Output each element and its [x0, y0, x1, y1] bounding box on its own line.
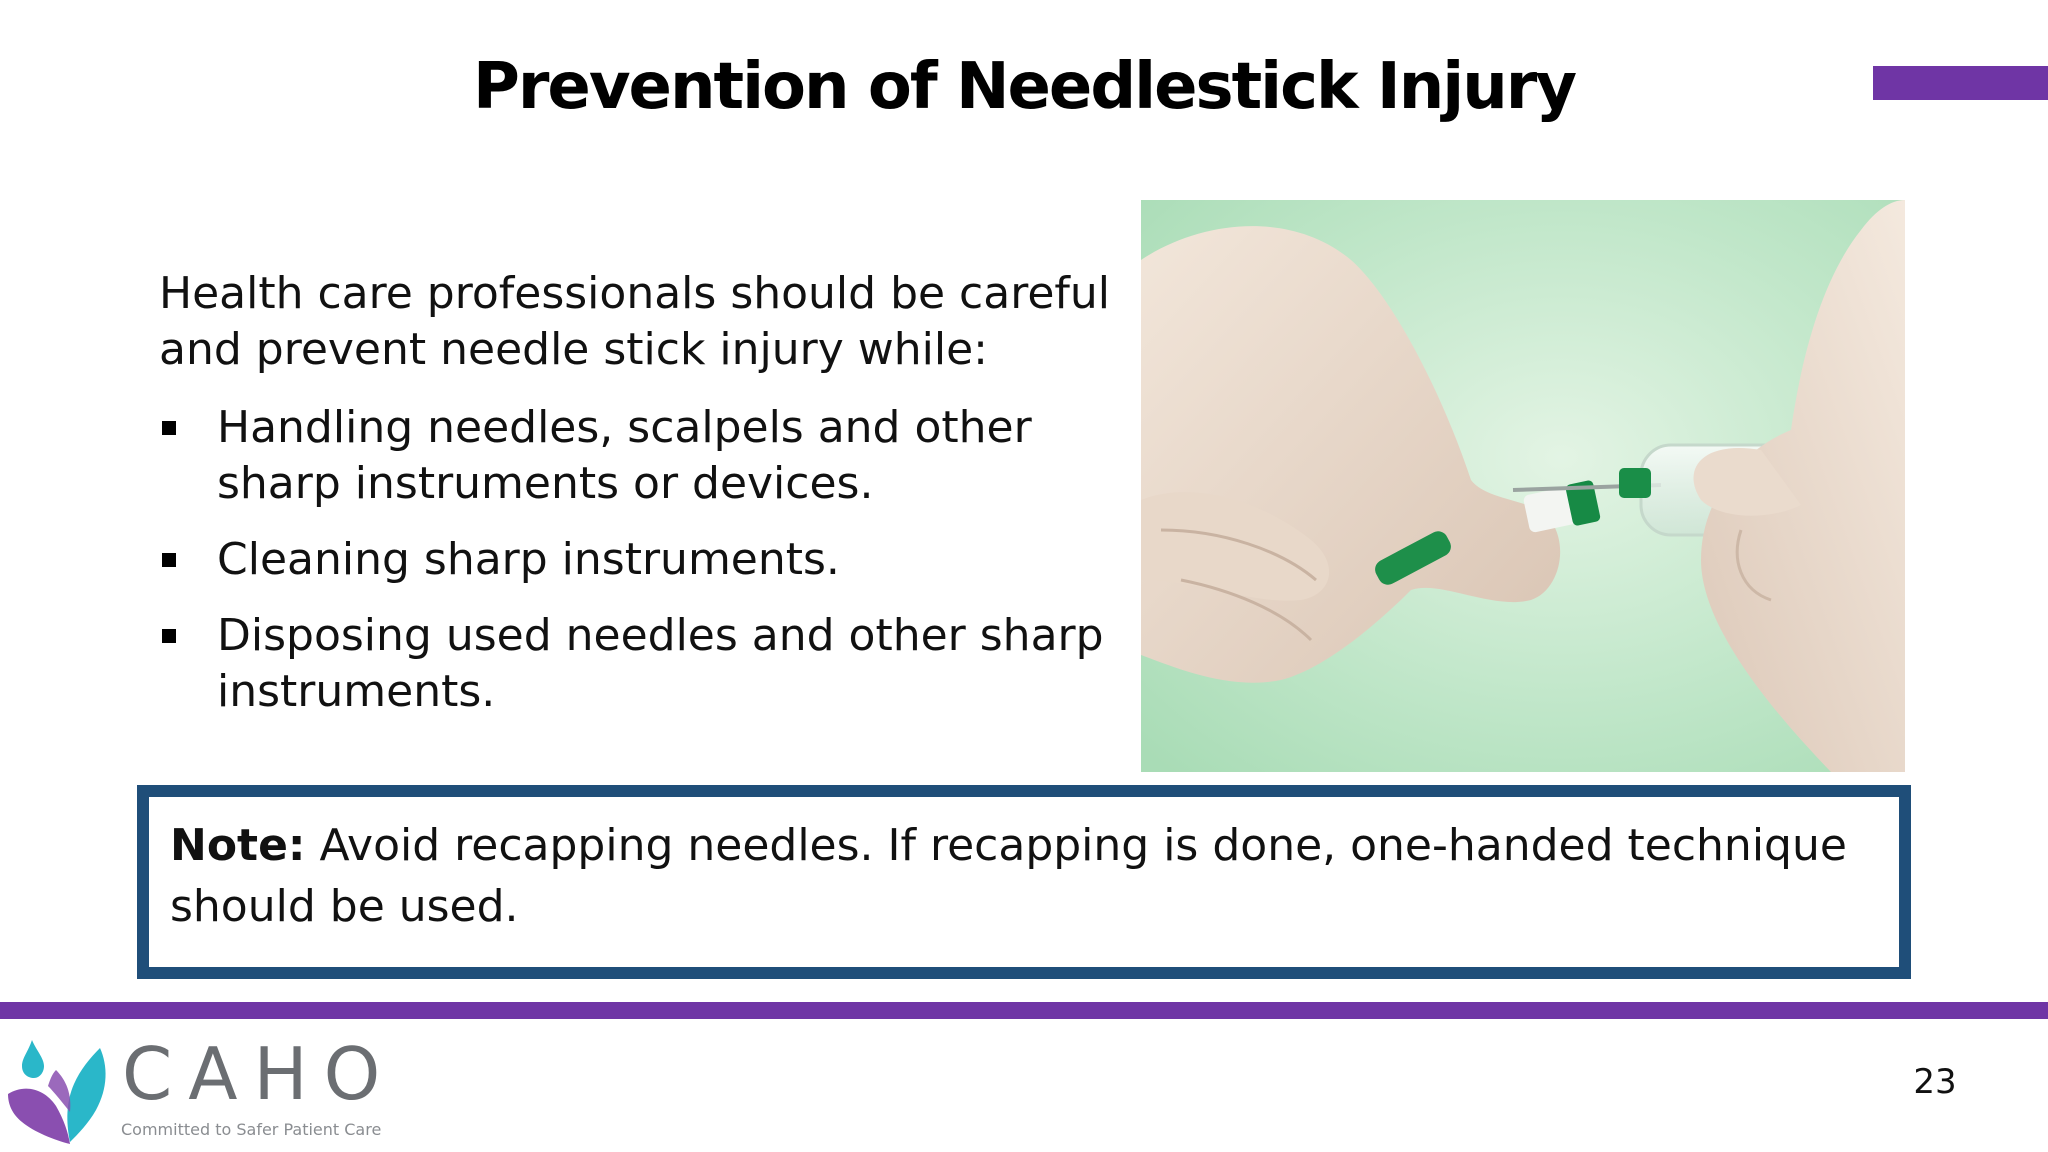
square-bullet-icon: [162, 421, 176, 435]
accent-tab: [1873, 66, 2048, 100]
page-number: 23: [1913, 1062, 1957, 1102]
logo-tagline: Committed to Safer Patient Care: [121, 1120, 382, 1139]
needle-handling-photo: [1141, 200, 1905, 772]
slide-title: Prevention of Needlestick Injury: [472, 50, 1576, 124]
caho-logo: [4, 1032, 397, 1148]
caho-logo-mark-icon: [4, 1032, 114, 1148]
intro-text: Health care professionals should be careful and prevent needle stick injury while:: [159, 268, 1111, 375]
note-label: Note:: [170, 820, 306, 871]
square-bullet-icon: [162, 629, 176, 643]
list-item: [159, 532, 1119, 588]
footer-bar: [0, 1002, 2048, 1019]
square-bullet-icon: [162, 553, 176, 567]
bullet-text: Handling needles, scalpels and other sharp instruments or devices.: [217, 402, 1032, 509]
bullet-text: Cleaning sharp instruments.: [217, 534, 840, 585]
logo-wordmark: CAHO: [122, 1032, 397, 1116]
bullet-text: Disposing used needles and other sharp instruments.: [217, 610, 1104, 717]
list-item: [159, 400, 1119, 512]
note-box: [137, 785, 1911, 979]
content-text-block: [159, 266, 1119, 740]
bullet-list: [159, 400, 1119, 720]
list-item: [159, 608, 1119, 720]
note-text: Avoid recapping needles. If recapping is done, one-handed technique should be used.: [170, 820, 1847, 932]
